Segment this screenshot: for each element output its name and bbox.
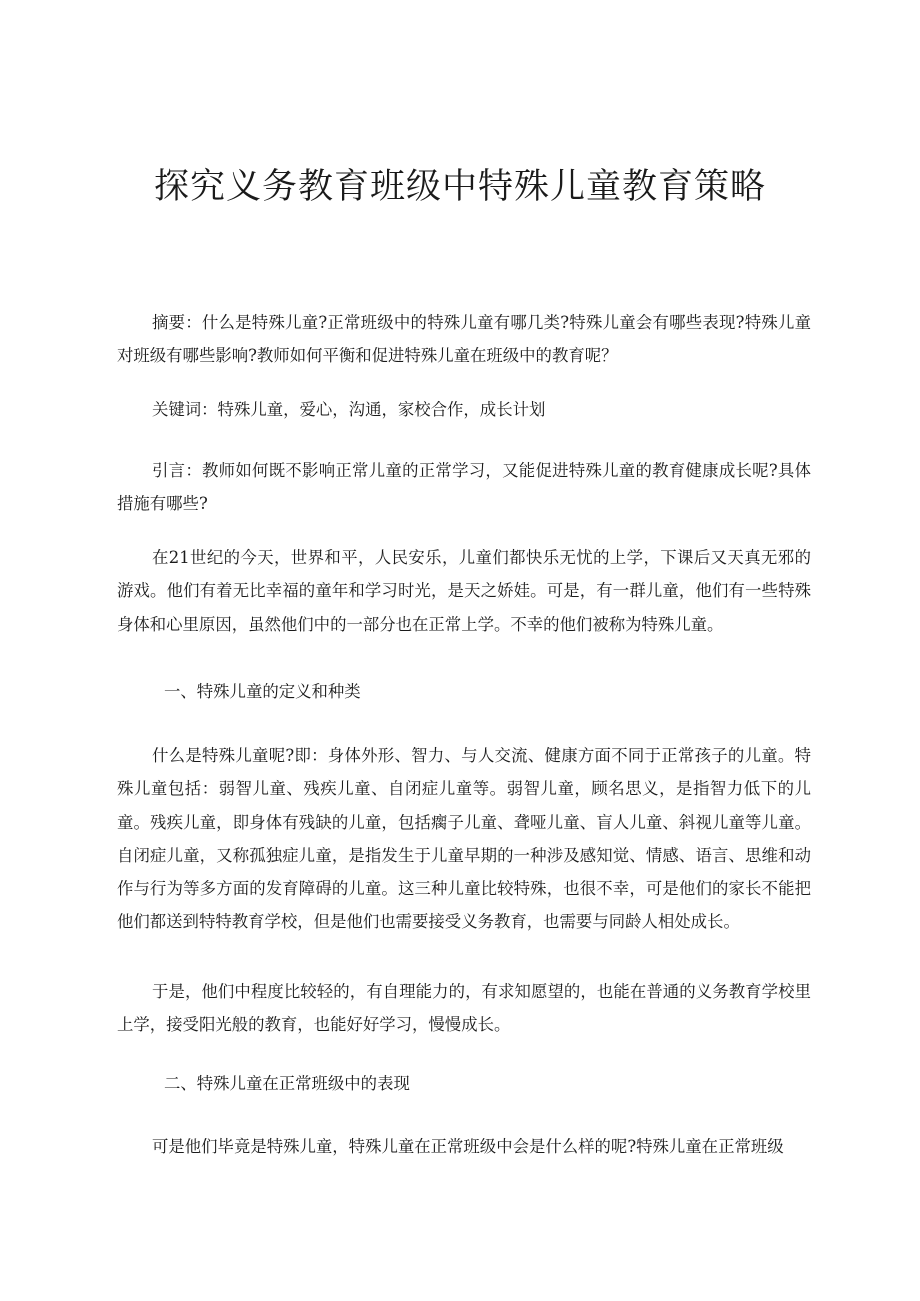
section-2-paragraph-1: 可是他们毕竟是特殊儿童，特殊儿童在正常班级中会是什么样的呢?特殊儿童在正常班级 xyxy=(152,1137,784,1156)
section-1-paragraph-1: 什么是特殊儿童呢?即：身体外形、智力、与人交流、健康方面不同于正常孩子的儿童。特殊儿童包括：弱智儿童、残疾儿童、自闭症儿童等。弱智儿童，顾名思义，是指智力低下的儿童。残疾儿童，即身体有残缺的儿童，包括瘸子儿童、聋哑儿童、盲人儿童、斜视儿童等儿童。自闭症儿童，又称孤独症儿童，是指发生于儿童早期的一种涉及感知觉、情感、语言、思维和动作与行为等多方面的发育障碍的儿童。这三种儿童比较特殊，也很不幸，可是他们的家长不能把他们都送到特特教育学校，但是他们也需要接受义务教育，也需要与同龄人相处成长。 xyxy=(117,746,811,932)
body-paragraph-intro: 在21世纪的今天，世界和平，人民安乐，儿童们都快乐无忧的上学，下课后又天真无邪的游戏。他们有着无比幸福的童年和学习时光，是天之娇娃。可是，有一群儿童，他们有一些特殊身体和心里原因，虽然他们中的一部分也在正常上学。不幸的他们被称为特殊儿童。 xyxy=(117,548,811,634)
introduction-paragraph: 引言：教师如何既不影响正常儿童的正常学习，又能促进特殊儿童的教育健康成长呢?具体措施有哪些? xyxy=(117,461,811,514)
section-1-paragraph-2: 于是，他们中程度比较轻的，有自理能力的，有求知愿望的，也能在普通的义务教育学校里上学，接受阳光般的教育，也能好好学习，慢慢成长。 xyxy=(117,982,811,1035)
section-1-heading: 一、特殊儿童的定义和种类 xyxy=(164,682,361,701)
document-title: 探究义务教育班级中特殊儿童教育策略 xyxy=(153,167,766,207)
keywords-paragraph: 关键词：特殊儿童，爱心，沟通，家校合作，成长计划 xyxy=(152,400,546,419)
abstract-paragraph: 摘要：什么是特殊儿童?正常班级中的特殊儿童有哪几类?特殊儿童会有哪些表现?特殊儿童对班级有哪些影响?教师如何平衡和促进特殊儿童在班级中的教育呢？ xyxy=(117,313,811,366)
section-2-heading: 二、特殊儿童在正常班级中的表现 xyxy=(164,1074,410,1093)
